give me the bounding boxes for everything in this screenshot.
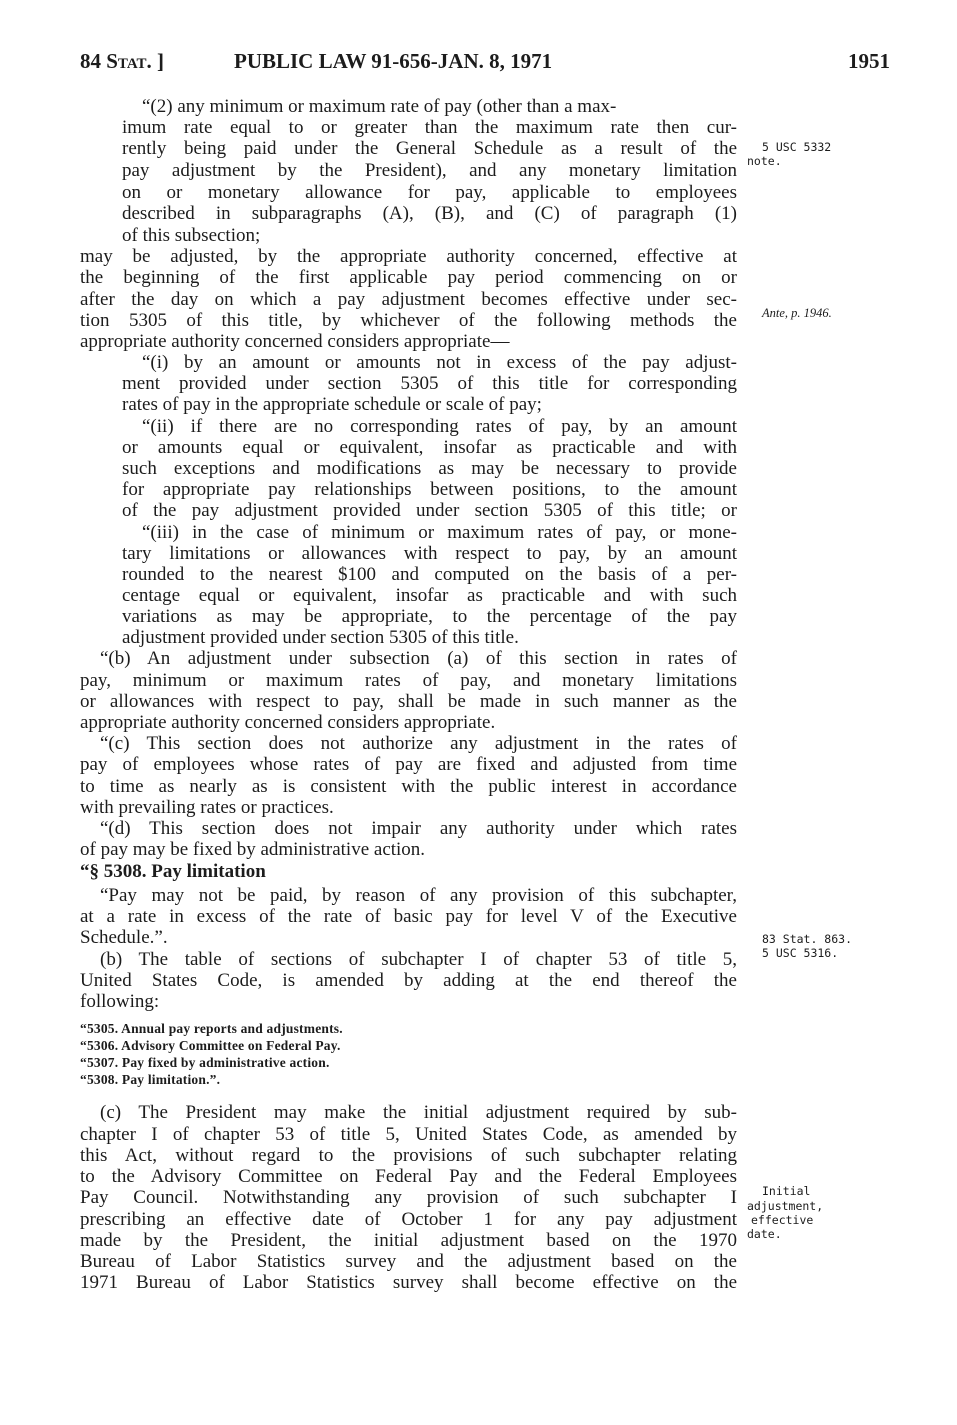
margin-note-stat: 5 USC 5316. <box>762 946 839 960</box>
text-line: the beginning of the first applicable pay period commencing on or <box>80 267 737 288</box>
text-line: or allowances with respect to pay, shall be made in such manner as the <box>80 691 737 712</box>
text-line: “Pay may not be paid, by reason of any provision of this subchapter, <box>100 885 737 906</box>
text-line: may be adjusted, by the appropriate authority concerned, effective at <box>80 246 737 267</box>
margin-note-initial: date. <box>747 1227 782 1241</box>
text-line: to the Advisory Committee on Federal Pay and the Federal Employees <box>80 1166 737 1187</box>
text-line: after the day on which a pay adjustment becomes effective under sec- <box>80 289 737 310</box>
text-line: “(c) This section does not authorize any adjustment in the rates of <box>100 733 737 754</box>
text-line: “(i) by an amount or amounts not in excess of the pay adjust- <box>142 352 737 373</box>
margin-note-stat: 83 Stat. 863. <box>762 932 853 946</box>
toc-entry: “5305. Annual pay reports and adjustments. <box>80 1021 343 1036</box>
text-line: “(iii) in the case of minimum or maximum rates of pay, or mone- <box>142 522 737 543</box>
law-title: PUBLIC LAW 91-656-JAN. 8, 1971 <box>234 49 553 73</box>
text-line: Bureau of Labor Statistics survey and the adjustment based on the <box>80 1251 737 1272</box>
section-heading: “§ 5308. Pay limitation <box>80 861 266 882</box>
text-line: United States Code, is amended by adding at the end thereof the <box>80 970 737 991</box>
text-line: rently being paid under the General Schedule as a result of the <box>122 138 737 159</box>
text-line: 1971 Bureau of Labor Statistics survey shall become effective on the <box>80 1272 737 1293</box>
text-line: “(b) An adjustment under subsection (a) of this section in rates of <box>100 648 737 669</box>
text-line: “(ii) if there are no corresponding rates of pay, by an amount <box>142 416 737 437</box>
toc-entry: “5306. Advisory Committee on Federal Pay. <box>80 1038 341 1053</box>
text-line: tary limitations or allowances with respect to pay, by an amount <box>122 543 737 564</box>
text-line: (c) The President may make the initial adjustment required by sub- <box>100 1102 737 1123</box>
volume-reference: 84 Stat. ] <box>80 49 165 73</box>
text-line: Schedule.”. <box>80 927 168 948</box>
text-line: Pay Council. Notwithstanding any provision of such subchapter I <box>80 1187 737 1208</box>
text-line: imum rate equal to or greater than the maximum rate then cur- <box>122 117 737 138</box>
text-line: pay, minimum or maximum rates of pay, and monetary limitations <box>80 670 737 691</box>
text-line: centage equal or equivalent, insofar as practicable and with such <box>122 585 737 606</box>
text-line: chapter I of chapter 53 of title 5, United States Code, as amended by <box>80 1124 737 1145</box>
text-line: described in subparagraphs (A), (B), and (C) of paragraph (1) <box>122 203 737 224</box>
toc-entry: “5308. Pay limitation.”. <box>80 1072 221 1087</box>
text-line: tion 5305 of this title, by whichever of the following methods the <box>80 310 737 331</box>
text-line: for appropriate pay relationships between positions, to the amount <box>122 479 737 500</box>
toc-entry: “5307. Pay fixed by administrative action. <box>80 1055 330 1070</box>
text-line: prescribing an effective date of October 1 for any pay adjustment <box>80 1209 737 1230</box>
text-line: or amounts equal or equivalent, insofar as practicable and with <box>122 437 737 458</box>
text-line: of pay may be fixed by administrative action. <box>80 839 426 860</box>
text-line: “(d) This section does not impair any authority under which rates <box>100 818 737 839</box>
margin-note-ante: Ante, p. 1946. <box>762 306 832 320</box>
margin-note-initial: effective <box>751 1213 814 1227</box>
text-line: appropriate authority concerned considers appropriate— <box>80 331 510 352</box>
margin-note-usc: 5 USC 5332 <box>762 140 832 154</box>
text-line: with prevailing rates or practices. <box>80 797 334 818</box>
text-line: of this subsection; <box>122 225 261 246</box>
text-line: “(2) any minimum or maximum rate of pay (other than a max- <box>142 96 617 117</box>
text-line: pay adjustment by the President), and any monetary limitation <box>122 160 737 181</box>
text-line: such exceptions and modifications as may be necessary to provide <box>122 458 737 479</box>
text-line: this Act, without regard to the provisions of such subchapter relating <box>80 1145 737 1166</box>
margin-note-usc: note. <box>747 154 782 168</box>
page-number: 1951 <box>848 49 890 73</box>
running-header <box>80 44 890 78</box>
margin-note-initial: adjustment, <box>747 1199 824 1213</box>
text-line: at a rate in excess of the rate of basic pay for level V of the Executive <box>80 906 737 927</box>
text-line: ment provided under section 5305 of this title for corresponding <box>122 373 737 394</box>
text-line: rates of pay in the appropriate schedule or scale of pay; <box>122 394 542 415</box>
text-line: rounded to the nearest $100 and computed on the basis of a per- <box>122 564 737 585</box>
text-line: following: <box>80 991 160 1012</box>
text-line: made by the President, the initial adjustment based on the 1970 <box>80 1230 737 1251</box>
text-line: appropriate authority concerned considers appropriate. <box>80 712 496 733</box>
text-line: adjustment provided under section 5305 of this title. <box>122 627 519 648</box>
text-line: variations as may be appropriate, to the percentage of the pay <box>122 606 737 627</box>
text-line: of the pay adjustment provided under section 5305 of this title; or <box>122 500 737 521</box>
text-line: pay of employees whose rates of pay are fixed and adjusted from time <box>80 754 737 775</box>
text-line: (b) The table of sections of subchapter I of chapter 53 of title 5, <box>100 949 737 970</box>
text-line: on or monetary allowance for pay, applicable to employees <box>122 182 737 203</box>
margin-note-initial: Initial <box>762 1184 811 1198</box>
text-line: to time as nearly as is consistent with the public interest in accordance <box>80 776 737 797</box>
